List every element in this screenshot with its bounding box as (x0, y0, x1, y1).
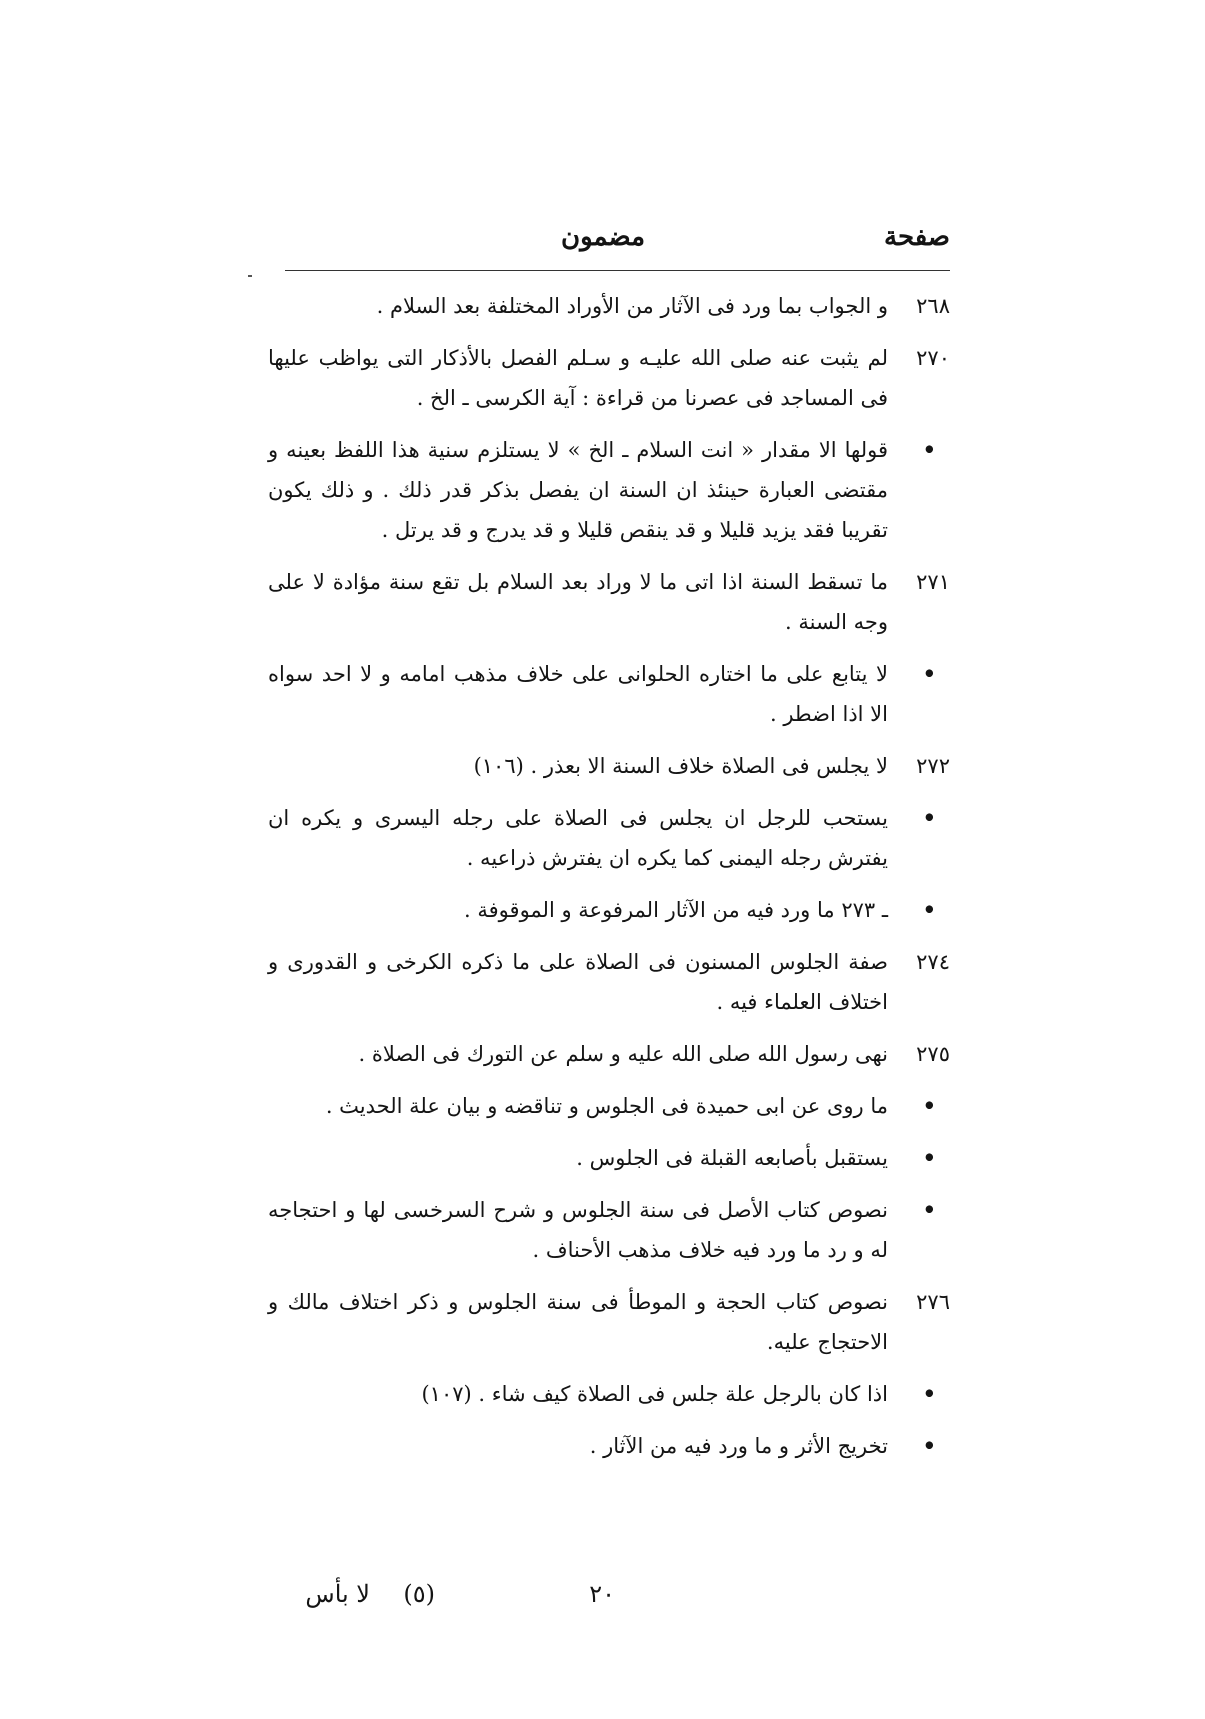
contents-subentry (268, 798, 950, 878)
contents-subentry (268, 1086, 950, 1126)
subentry-text: يستحب للرجل ان يجلس فى الصلاة على رجله اليسرى و يكره ان يفترش رجله اليمنى كما يكره ان يفترش ذراعيه . (268, 806, 888, 870)
entry-page-number: ٢٧٦ (916, 1290, 950, 1314)
contents-subentry (268, 1190, 950, 1270)
subentry-text: نصوص كتاب الأصل فى سنة الجلوس و شرح السرخسى لها و احتجاجه له و رد ما ورد فيه خلاف مذهب الأحناف . (268, 1198, 888, 1262)
contents-subentry (268, 890, 950, 930)
page-number: ٢٠ (589, 1580, 615, 1608)
subentry-text: يستقبل بأصابعه القبلة فى الجلوس . (576, 1146, 888, 1170)
contents-entry (268, 942, 950, 1022)
entry-page-number: ٢٧٥ (916, 1042, 950, 1066)
stray-ink-mark (248, 275, 252, 277)
contents-subentry (268, 654, 950, 734)
subentry-text: لا يتابع على ما اختاره الحلوانى على خلاف مذهب امامه و لا احد سواه الا اذا اضطر . (268, 662, 888, 726)
subentry-text: اذا كان بالرجل علة جلس فى الصلاة كيف شاء . (١٠٧) (421, 1382, 888, 1406)
entry-page-number: ٢٧٢ (916, 754, 950, 778)
contents-entry (268, 1282, 950, 1362)
page-footer (290, 1580, 950, 1620)
contents-subentry (268, 430, 950, 550)
bullet-mark: • (922, 1093, 936, 1118)
entry-text: و الجواب بما ورد فى الآثار من الأوراد المختلفة بعد السلام . (376, 294, 888, 318)
subentry-text: تخريج الأثر و ما ورد فيه من الآثار . (589, 1434, 888, 1458)
bullet-mark: • (922, 1381, 936, 1406)
entry-text: ما تسقط السنة اذا اتى ما لا وراد بعد السلام بل تقع سنة مؤادة لا على وجه السنة . (268, 570, 888, 634)
bullet-mark: • (922, 661, 936, 686)
entry-page-number: ٢٧١ (916, 570, 950, 594)
entry-text: لم يثبت عنه صلى الله عليـه و سـلم الفصل بالأذكار التى يواظب عليها فى المساجد فى عصرنا من قراءة : آية الكرسى ـ الخ . (268, 346, 888, 410)
entry-text: نهى رسول الله صلى الله عليه و سلم عن التورك فى الصلاة . (358, 1042, 888, 1066)
entry-page-number: ٢٦٨ (916, 294, 950, 318)
bullet-mark: • (922, 897, 936, 922)
bullet-mark: • (922, 1433, 936, 1458)
contents-entry (268, 746, 950, 786)
contents-entry (268, 562, 950, 642)
header-rule (285, 270, 950, 271)
bullet-mark: • (922, 1145, 936, 1170)
contents-entry (268, 286, 950, 326)
entry-text: لا يجلس فى الصلاة خلاف السنة الا بعذر . (١٠٦) (473, 754, 888, 778)
contents-subentry (268, 1138, 950, 1178)
contents-list (268, 286, 950, 1478)
subentry-text: قولها الا مقدار « انت السلام ـ الخ » لا يستلزم سنية هذا اللفظ بعينه و مقتضى العبارة حينئذ ان السنة ان يفصل بذكر قدر ذلك . و ذلك يكون تقريبا فقد يزيد قليلا و قد ينقص قليلا و قد يدرج و قد يرتل . (268, 438, 888, 542)
catchword: لا بأس (305, 1580, 370, 1608)
entry-page-number: ٢٧٤ (916, 950, 950, 974)
subentry-text: ـ ٢٧٣ ما ورد فيه من الآثار المرفوعة و الموقوفة . (464, 898, 888, 922)
bullet-mark: • (922, 1197, 936, 1222)
contents-entry (268, 1034, 950, 1074)
signature-mark: (٥) (403, 1580, 435, 1608)
column-heading-page: صفحة (884, 222, 950, 252)
subentry-text: ما روى عن ابى حميدة فى الجلوس و تناقضه و بيان علة الحديث . (325, 1094, 888, 1118)
bullet-mark: • (922, 437, 936, 462)
entry-text: نصوص كتاب الحجة و الموطأ فى سنة الجلوس و ذكر اختلاف مالك و الاحتجاج عليه. (268, 1290, 888, 1354)
contents-subentry (268, 1426, 950, 1466)
contents-entry (268, 338, 950, 418)
entry-page-number: ٢٧٠ (916, 346, 950, 370)
contents-subentry (268, 1374, 950, 1414)
column-heading-topic: مضمون (560, 222, 645, 252)
bullet-mark: • (922, 805, 936, 830)
table-header (270, 222, 950, 262)
entry-text: صفة الجلوس المسنون فى الصلاة على ما ذكره الكرخى و القدورى و اختلاف العلماء فيه . (268, 950, 888, 1014)
